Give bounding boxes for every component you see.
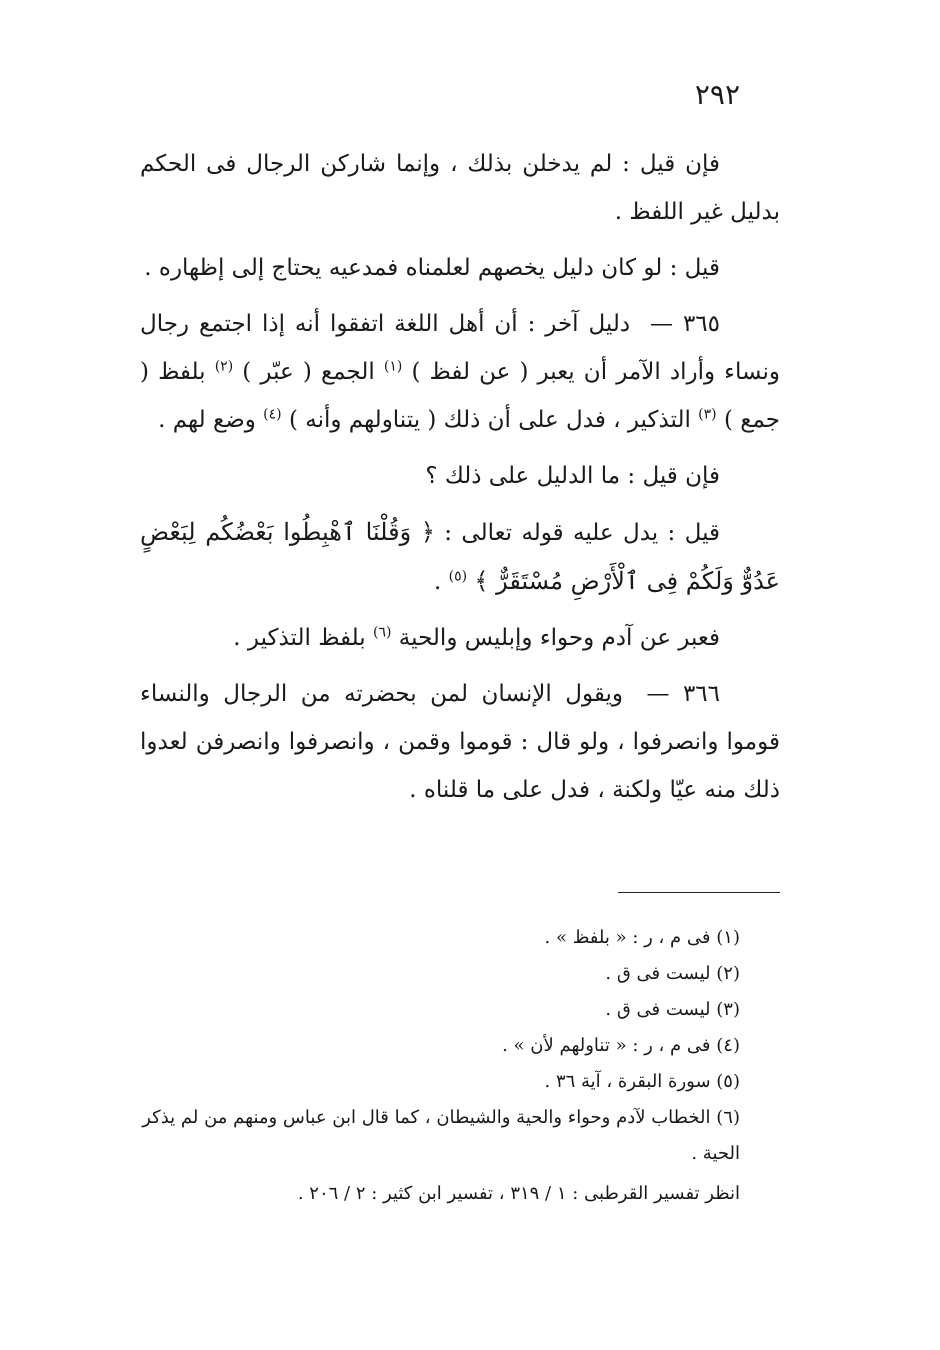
footnote-1 — [140, 920, 780, 956]
paragraph-reply-2-text: قيل : يدل عليه قوله تعالى : — [444, 520, 721, 546]
footnote-3 — [140, 992, 780, 1028]
footnote-number: (٢) — [716, 963, 740, 984]
footnote-text: الخطاب لآدم وحواء والحية والشيطان ، كما قال ابن عباس ومنهم من لم يذكر الحية . — [142, 1107, 740, 1164]
footnote-number: (٥) — [716, 1071, 740, 1092]
main-text — [140, 140, 780, 822]
footnote-reference: انظر تفسير القرطبى : ١ / ٣١٩ ، تفسير ابن كثير : ٢ / ٢٠٦ . — [297, 1183, 740, 1204]
section-number-366: ٣٦٦ — — [646, 681, 721, 707]
quran-verse: ﴿ وَقُلْنَا ٱهْبِطُوا بَعْضُكُم لِبَعْضٍ عَدُوٌّ وَلَكُمْ فِى ٱلْأَرْضِ مُسْتَقَرٌّ ﴾ — [140, 518, 780, 595]
footnote-number: (٦) — [716, 1107, 740, 1128]
paragraph-365-text-a: دليل آخر : أن أهل اللغة اتفقوا أنه إذا اجتمع رجال ونساء وأراد الآمر أن يعبر ( عن لفظ ) — [140, 311, 781, 385]
paragraph-reply-2 — [140, 508, 780, 606]
paragraph-365-text-e: وضع لهم . — [158, 407, 256, 433]
section-number-365: ٣٦٥ — — [650, 311, 720, 337]
footnote-number: (٣) — [716, 999, 740, 1020]
footnotes — [140, 920, 780, 1212]
paragraph-reply-2-end: . — [434, 569, 442, 595]
paragraph-objection-2: فإن قيل : ما الدليل على ذلك ؟ — [425, 463, 720, 489]
footnote-number: (١) — [716, 927, 740, 948]
footnote-ref-6[interactable]: (٦) — [373, 624, 392, 641]
paragraph-adam-text-a: فعبر عن آدم وحواء وإبليس والحية — [398, 625, 720, 651]
paragraph-adam-text-b: بلفظ التذكير . — [233, 625, 366, 651]
footnote-text: ليست فى ق . — [605, 963, 711, 984]
paragraph-366 — [140, 670, 780, 814]
footnote-text: فى م ، ر : « تناولهم لأن » . — [502, 1035, 711, 1056]
paragraph-365-text-b: الجمع ( عبّر ) — [242, 359, 375, 385]
footnote-ref-2[interactable]: (٢) — [214, 358, 234, 375]
footnote-text: سورة البقرة ، آية ٣٦ . — [544, 1071, 711, 1092]
footnote-ref-3[interactable]: (٣) — [698, 406, 717, 423]
footnote-text: فى م ، ر : « بلفظ » . — [544, 927, 711, 948]
footnote-5 — [140, 1064, 780, 1100]
footnote-text: ليست فى ق . — [605, 999, 711, 1020]
footnote-ref-1[interactable]: (١) — [383, 358, 403, 375]
paragraph-adam — [140, 614, 780, 662]
page-number: ٢٩٢ — [694, 78, 740, 111]
footnote-number: (٤) — [716, 1035, 740, 1056]
footnote-divider — [618, 892, 780, 893]
footnote-ref-4[interactable]: (٤) — [263, 406, 282, 423]
paragraph-reply-1: قيل : لو كان دليل يخصهم لعلمناه فمدعيه يحتاج إلى إظهاره . — [144, 255, 720, 281]
paragraph-365-text-c: بلفظ ( جمع ) — [140, 359, 780, 433]
footnote-4 — [140, 1028, 780, 1064]
paragraph-objection-1: فإن قيل : لم يدخلن بذلك ، وإنما شاركن الرجال فى الحكم بدليل غير اللفظ . — [140, 151, 780, 225]
paragraph-365 — [140, 300, 780, 444]
paragraph-366-text: ويقول الإنسان لمن بحضرته من الرجال والنساء قوموا وانصرفوا ، ولو قال : قوموا وقمن ، وانصرفوا وانصرفن لعدوا ذلك منه عيّا ولكنة ، فدل على ما قلناه . — [140, 681, 780, 803]
footnote-6 — [140, 1100, 780, 1172]
footnote-ref-5[interactable]: (٥) — [448, 568, 468, 585]
footnote-2 — [140, 956, 780, 992]
paragraph-365-text-d: التذكير ، فدل على أن ذلك ( يتناولهم وأنه ) — [288, 407, 691, 433]
